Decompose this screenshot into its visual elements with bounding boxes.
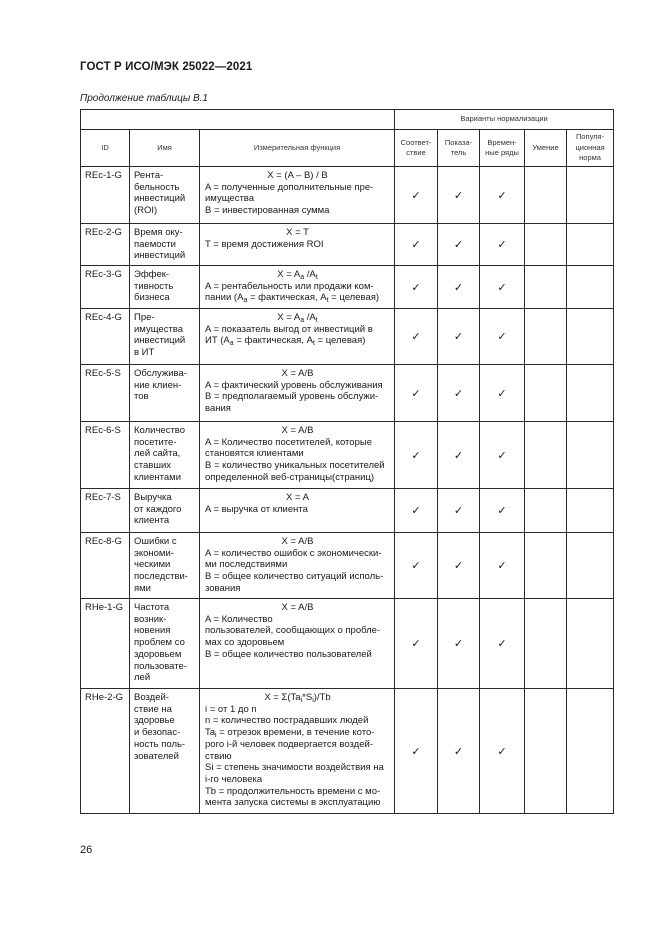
- row-name-line: здоровье: [134, 715, 175, 727]
- function-line: B = количество уникальных посетителей: [205, 460, 385, 472]
- function-line: B = предполагаемый уровень обслужи-: [205, 391, 379, 403]
- check-cell-timeseries: [480, 599, 525, 689]
- check-cell-skill: [525, 224, 567, 266]
- check-mark-icon: ✓: [453, 505, 464, 517]
- col-popular-header: Популя- ционная норма: [567, 130, 614, 167]
- check-cell-timeseries: [480, 533, 525, 599]
- table-row: [81, 533, 614, 599]
- check-cell-skill: [525, 167, 567, 224]
- check-cell-timeseries: [480, 489, 525, 533]
- check-mark-icon: ✓: [411, 505, 421, 517]
- row-name-line: Пре-: [134, 312, 155, 323]
- function-line: A = Количество посетителей, которые: [205, 436, 372, 448]
- function-line: определенной веб-страницы(страниц): [205, 471, 375, 483]
- row-name-line: лей: [134, 672, 151, 684]
- row-name-line: бизнеса: [134, 292, 170, 304]
- check-cell-skill: [525, 489, 567, 533]
- table-row: [81, 599, 614, 689]
- normalization-group-header: Варианты нормализации: [395, 110, 614, 130]
- check-cell-skill: [525, 365, 567, 422]
- function-line: A = рентабельность или продажи ком-: [205, 280, 374, 292]
- formula: X = A/B: [281, 368, 314, 379]
- check-mark-icon: ✓: [497, 638, 507, 650]
- table-caption: Продолжение таблицы В.1: [80, 93, 208, 104]
- row-id: RHe-2-G: [81, 689, 130, 814]
- row-id: REc-3-G: [81, 266, 130, 309]
- function-line: вания: [205, 403, 231, 415]
- check-mark-icon: ✓: [411, 281, 421, 294]
- row-name-line: от каждого: [134, 503, 182, 515]
- check-cell-skill: [525, 422, 567, 489]
- function-line: A = фактический уровень обслуживания: [205, 379, 383, 391]
- row-function: [200, 266, 395, 309]
- function-line: Si = степень значимости воздействия на: [205, 762, 384, 774]
- row-name: [130, 365, 200, 422]
- function-line: пании ($A_a$ = фактическая, $A_t$ = целевая): [205, 292, 380, 305]
- check-mark-icon: ✓: [497, 239, 507, 251]
- row-name-line: посетите-: [134, 436, 177, 448]
- function-line: становятся клиентами: [205, 448, 304, 460]
- check-cell-popular: [567, 266, 614, 309]
- check-cell-popular: [567, 489, 614, 533]
- row-name-line: тивность: [134, 280, 174, 292]
- check-mark-icon: ✓: [497, 560, 507, 572]
- check-cell-indicator: [438, 365, 480, 422]
- check-cell-indicator: [438, 489, 480, 533]
- check-cell-conformity: [395, 266, 438, 309]
- row-function: [200, 422, 395, 489]
- table-row: [81, 224, 614, 266]
- function-line: T = время достижения ROI: [205, 238, 324, 250]
- check-cell-timeseries: [480, 266, 525, 309]
- function-line: A = количество ошибок с экономически-: [205, 547, 382, 559]
- row-name: [130, 309, 200, 365]
- check-cell-skill: [525, 309, 567, 365]
- table-row: [81, 689, 614, 814]
- table-row: [81, 309, 614, 365]
- row-name-line: ствие на: [134, 703, 172, 715]
- check-cell-skill: [525, 689, 567, 814]
- check-cell-conformity: [395, 365, 438, 422]
- row-name-line: Воздей-: [134, 692, 169, 703]
- check-mark-icon: ✓: [453, 560, 464, 572]
- check-cell-skill: [525, 533, 567, 599]
- function-line: A = показатель выгод от инвестиций в: [205, 323, 373, 335]
- row-name-line: Эффек-: [134, 269, 170, 280]
- function-line: рого i-й человек подвергается воздей-: [205, 738, 373, 750]
- standard-header: ГОСТ Р ИСО/МЭК 25022—2021: [80, 61, 253, 73]
- function-line: пользователей, сообщающих о пробле-: [205, 625, 381, 637]
- function-line: A = выручка от клиента: [205, 503, 308, 515]
- row-name-line: ставших: [134, 460, 172, 472]
- check-cell-timeseries: [480, 689, 525, 814]
- check-cell-popular: [567, 167, 614, 224]
- row-name-line: пользовате-: [134, 660, 187, 672]
- check-mark-icon: ✓: [453, 331, 464, 343]
- table-row: [81, 365, 614, 422]
- check-cell-indicator: [438, 533, 480, 599]
- formula: $X = A_a$ $/A_t$: [277, 269, 318, 281]
- row-id: RHe-1-G: [81, 599, 130, 689]
- check-mark-icon: ✓: [411, 449, 421, 462]
- table-row: [81, 266, 614, 309]
- row-name-line: Рента-: [134, 170, 164, 181]
- row-name-line: инвестиций: [134, 193, 186, 205]
- check-mark-icon: ✓: [411, 638, 421, 650]
- check-cell-skill: [525, 266, 567, 309]
- row-function: [200, 533, 395, 599]
- check-mark-icon: ✓: [453, 387, 464, 400]
- check-cell-popular: [567, 599, 614, 689]
- check-cell-conformity: [395, 309, 438, 365]
- function-line: i = от 1 до n: [205, 703, 257, 715]
- check-cell-conformity: [395, 689, 438, 814]
- row-name-line: возник-: [134, 613, 167, 625]
- row-function: [200, 167, 395, 224]
- check-cell-skill: [525, 599, 567, 689]
- check-cell-timeseries: [480, 224, 525, 266]
- check-mark-icon: ✓: [453, 638, 464, 650]
- table-body: [81, 167, 614, 814]
- metrics-table: [80, 109, 614, 814]
- check-mark-icon: ✓: [411, 331, 421, 343]
- function-line: A = полученные дополнительные пре-: [205, 181, 374, 193]
- function-line: B = общее количество пользователей: [205, 648, 372, 660]
- row-name-line: Обслужива-: [134, 368, 187, 379]
- formula: X = A/B: [281, 602, 314, 613]
- function-line: A = Количество: [205, 613, 273, 625]
- check-cell-conformity: [395, 489, 438, 533]
- check-cell-indicator: [438, 309, 480, 365]
- check-mark-icon: ✓: [497, 331, 507, 343]
- function-line: n = количество пострадавших людей: [205, 715, 369, 727]
- header-row-columns: [81, 130, 614, 167]
- row-name-line: Время оку-: [134, 227, 183, 238]
- row-name-line: Количество: [134, 425, 186, 436]
- formula: $X = \Sigma(Ta_i*S_i)/Tb$: [264, 692, 331, 704]
- function-line: Tb = продолжительность времени с мо-: [205, 785, 381, 797]
- header-blank-cell: [81, 110, 395, 130]
- row-name-line: ность поль-: [134, 738, 186, 750]
- row-id: REc-5-S: [81, 365, 130, 422]
- formula: X = A/B: [281, 425, 314, 436]
- header-row-group: [81, 110, 614, 130]
- row-function: [200, 224, 395, 266]
- row-function: [200, 689, 395, 814]
- check-cell-popular: [567, 533, 614, 599]
- row-name-line: последстви-: [134, 571, 188, 583]
- check-cell-timeseries: [480, 167, 525, 224]
- row-name-line: новения: [134, 625, 171, 637]
- function-line: ИТ ($A_a$ = фактическая, $A_t$ = целевая): [205, 335, 366, 348]
- row-name-line: инвестиций: [134, 250, 186, 262]
- row-name: [130, 689, 200, 814]
- check-mark-icon: ✓: [497, 189, 507, 202]
- function-line: B = общее количество ситуаций исполь-: [205, 571, 384, 583]
- check-mark-icon: ✓: [453, 449, 464, 462]
- row-function: [200, 599, 395, 689]
- page-number: 26: [80, 844, 93, 856]
- check-cell-indicator: [438, 266, 480, 309]
- check-mark-icon: ✓: [453, 189, 464, 202]
- check-mark-icon: ✓: [497, 387, 507, 400]
- function-line: i-го человека: [205, 773, 263, 785]
- check-cell-popular: [567, 365, 614, 422]
- row-name-line: ческими: [134, 559, 171, 571]
- check-mark-icon: ✓: [497, 281, 507, 294]
- row-name-line: лей сайта,: [134, 448, 181, 460]
- col-conformity-header: Соответ- ствие: [395, 130, 438, 167]
- table-row: [81, 489, 614, 533]
- check-mark-icon: ✓: [497, 505, 507, 517]
- function-line: $Ta_i$ = отрезок времени, в течение кото-: [205, 727, 375, 740]
- check-cell-popular: [567, 309, 614, 365]
- function-line: ствию: [205, 750, 232, 762]
- check-cell-indicator: [438, 689, 480, 814]
- row-name-line: (ROI): [134, 205, 158, 217]
- row-name-line: клиентами: [134, 471, 182, 483]
- row-name-line: зователей: [134, 750, 179, 762]
- check-cell-timeseries: [480, 309, 525, 365]
- row-name-line: бельность: [134, 181, 180, 193]
- row-function: [200, 309, 395, 365]
- function-line: B = инвестированная сумма: [205, 205, 330, 217]
- formula: $X = A_a$ $/A_t$: [277, 312, 318, 324]
- check-mark-icon: ✓: [411, 387, 421, 400]
- col-skill-header: Умение: [525, 130, 567, 167]
- check-cell-popular: [567, 422, 614, 489]
- check-mark-icon: ✓: [411, 189, 421, 202]
- function-line: зования: [205, 582, 241, 594]
- row-name-line: тов: [134, 391, 149, 403]
- col-id-header: ID: [81, 130, 130, 167]
- row-name-line: ние клиен-: [134, 379, 182, 391]
- col-indicator-header: Показа- тель: [438, 130, 480, 167]
- row-name-line: Выручка: [134, 492, 172, 503]
- row-name-line: ями: [134, 582, 151, 594]
- check-mark-icon: ✓: [453, 239, 464, 251]
- function-line: мента запуска системы в эксплуатацию: [205, 797, 381, 809]
- check-mark-icon: ✓: [497, 449, 507, 462]
- check-cell-conformity: [395, 533, 438, 599]
- row-name-line: здоровьем: [134, 648, 182, 660]
- row-name-line: Частота: [134, 602, 170, 613]
- row-function: [200, 365, 395, 422]
- check-cell-indicator: [438, 599, 480, 689]
- row-name: [130, 224, 200, 266]
- check-cell-timeseries: [480, 365, 525, 422]
- col-name-header: Имя: [130, 130, 200, 167]
- row-name-line: клиента: [134, 515, 170, 527]
- check-mark-icon: ✓: [411, 745, 421, 758]
- row-name: [130, 489, 200, 533]
- row-id: REc-6-S: [81, 422, 130, 489]
- function-line: ми последствиями: [205, 559, 288, 571]
- formula: X = T: [286, 227, 309, 238]
- row-name: [130, 422, 200, 489]
- row-name-line: экономи-: [134, 547, 174, 559]
- check-mark-icon: ✓: [411, 239, 421, 251]
- col-function-header: Измерительная функция: [200, 130, 395, 167]
- row-id: REc-7-S: [81, 489, 130, 533]
- formula: X = A: [286, 492, 309, 503]
- check-cell-conformity: [395, 599, 438, 689]
- row-name: [130, 266, 200, 309]
- row-name-line: и безопас-: [134, 727, 181, 739]
- row-id: REc-4-G: [81, 309, 130, 365]
- row-name: [130, 533, 200, 599]
- row-name-line: инвестиций: [134, 335, 186, 347]
- row-id: REc-8-G: [81, 533, 130, 599]
- table-row: [81, 167, 614, 224]
- check-cell-conformity: [395, 224, 438, 266]
- check-mark-icon: ✓: [497, 745, 507, 758]
- check-cell-conformity: [395, 167, 438, 224]
- row-name-line: Ошибки с: [134, 536, 177, 547]
- function-line: мах со здоровьем: [205, 637, 285, 649]
- row-id: REc-2-G: [81, 224, 130, 266]
- row-name-line: имущества: [134, 323, 184, 335]
- function-line: имущества: [205, 193, 255, 205]
- check-cell-conformity: [395, 422, 438, 489]
- check-mark-icon: ✓: [411, 560, 421, 572]
- check-cell-popular: [567, 689, 614, 814]
- row-name: [130, 167, 200, 224]
- check-cell-indicator: [438, 224, 480, 266]
- row-name-line: в ИТ: [134, 347, 155, 359]
- check-cell-popular: [567, 224, 614, 266]
- check-cell-indicator: [438, 422, 480, 489]
- formula: X = (A – B) / B: [267, 170, 328, 181]
- row-id: REc-1-G: [81, 167, 130, 224]
- check-mark-icon: ✓: [453, 745, 464, 758]
- row-name: [130, 599, 200, 689]
- col-timeseries-header: Времен- ные ряды: [480, 130, 525, 167]
- table-row: [81, 422, 614, 489]
- row-function: [200, 489, 395, 533]
- row-name-line: паемости: [134, 238, 176, 250]
- check-cell-timeseries: [480, 422, 525, 489]
- check-cell-indicator: [438, 167, 480, 224]
- check-mark-icon: ✓: [453, 281, 464, 294]
- row-name-line: проблем со: [134, 637, 185, 649]
- formula: X = A/B: [281, 536, 314, 547]
